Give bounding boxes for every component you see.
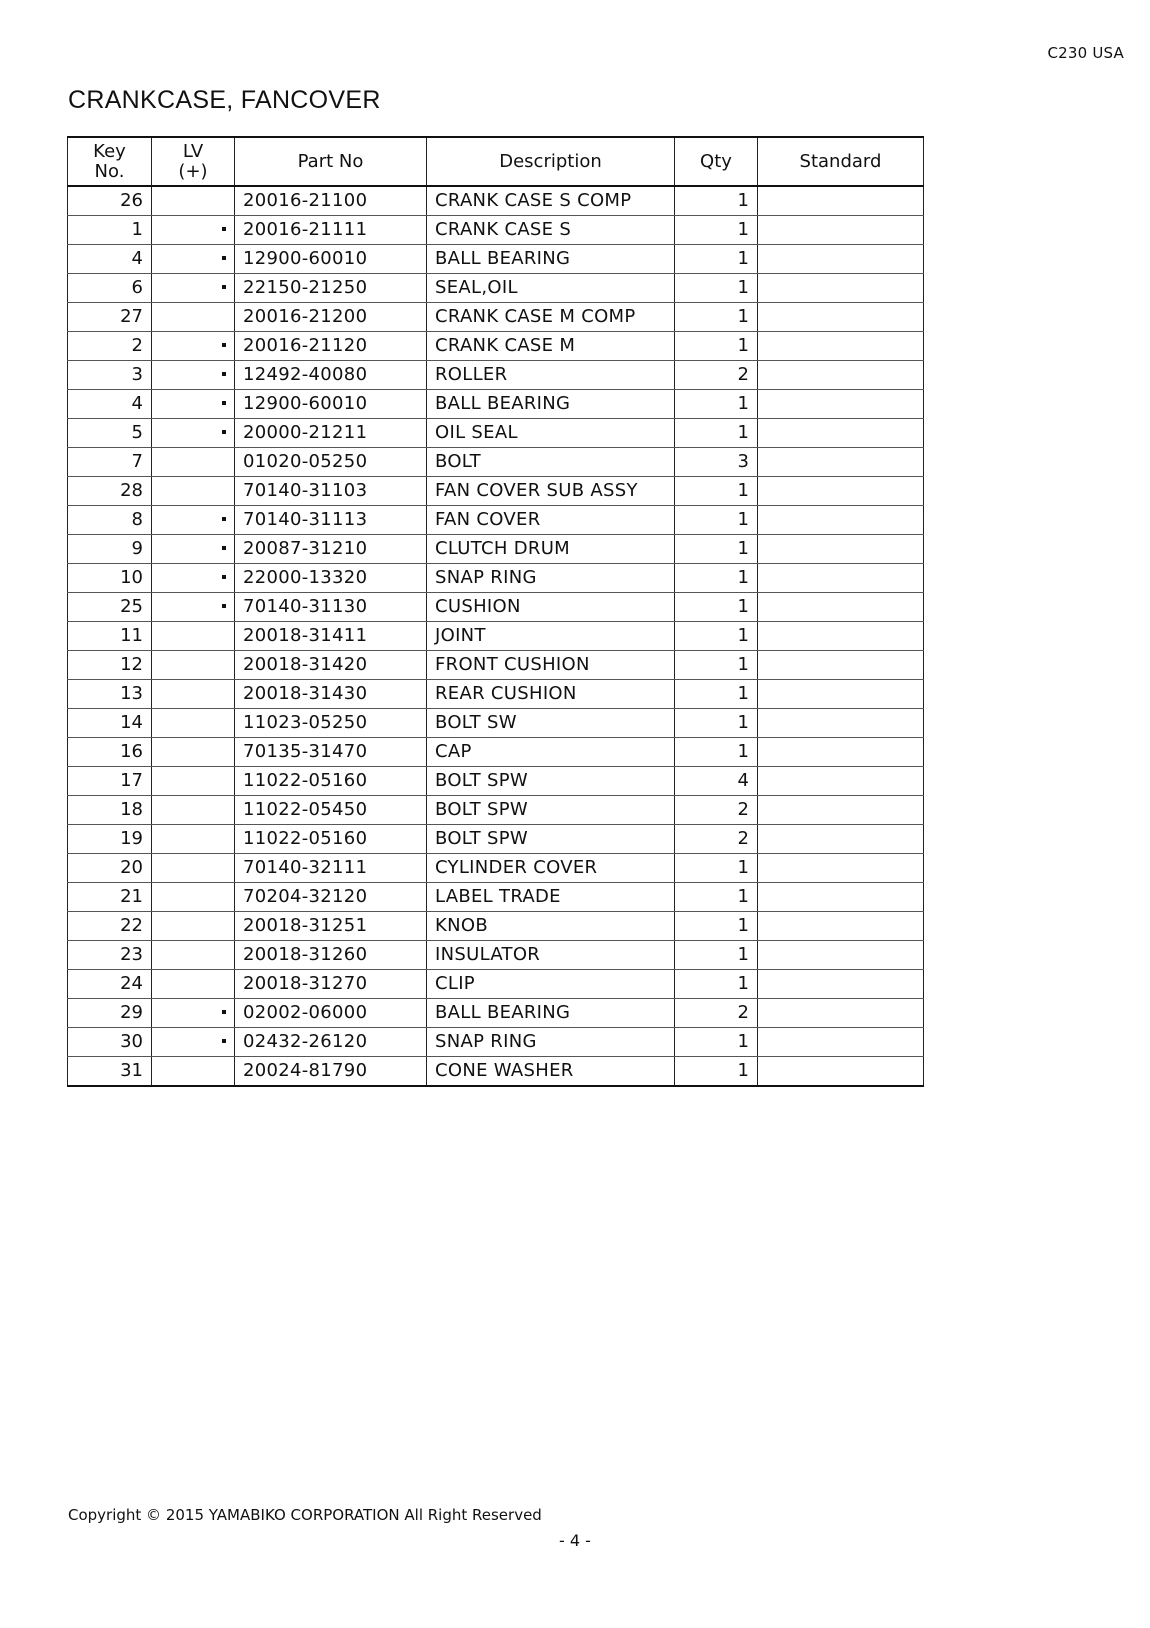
cell-qty: 1 (675, 941, 758, 970)
cell-key-no: 4 (68, 390, 152, 419)
cell-lv (152, 1057, 235, 1087)
cell-description: REAR CUSHION (427, 680, 675, 709)
cell-description: BOLT SPW (427, 825, 675, 854)
cell-standard (758, 390, 924, 419)
page-number (0, 1531, 1150, 1550)
table-row (68, 883, 924, 912)
cell-standard (758, 245, 924, 274)
cell-key-no: 20 (68, 854, 152, 883)
level-bullet-icon (222, 343, 226, 347)
table-row (68, 738, 924, 767)
cell-part-no: 22150-21250 (235, 274, 427, 303)
cell-qty: 1 (675, 912, 758, 941)
page-title: CRANKCASE, FANCOVER (68, 86, 381, 114)
cell-part-no: 20016-21111 (235, 216, 427, 245)
cell-description: BOLT (427, 448, 675, 477)
cell-key-no: 27 (68, 303, 152, 332)
level-bullet-icon (222, 546, 226, 550)
cell-key-no: 19 (68, 825, 152, 854)
level-bullet-icon (222, 430, 226, 434)
cell-standard (758, 883, 924, 912)
cell-description: CUSHION (427, 593, 675, 622)
level-bullet-icon (222, 401, 226, 405)
cell-part-no: 22000-13320 (235, 564, 427, 593)
cell-standard (758, 970, 924, 999)
cell-part-no: 70204-32120 (235, 883, 427, 912)
table-row (68, 593, 924, 622)
cell-part-no: 20016-21100 (235, 186, 427, 216)
column-header-lv (152, 137, 235, 186)
table-row (68, 186, 924, 216)
cell-standard (758, 216, 924, 245)
cell-description: OIL SEAL (427, 419, 675, 448)
cell-description: CLUTCH DRUM (427, 535, 675, 564)
cell-lv (152, 825, 235, 854)
cell-qty: 1 (675, 186, 758, 216)
cell-key-no: 13 (68, 680, 152, 709)
table-row (68, 999, 924, 1028)
cell-qty: 1 (675, 680, 758, 709)
table-row (68, 622, 924, 651)
column-header-part-no: Part No (235, 137, 427, 186)
table-row (68, 274, 924, 303)
cell-part-no: 01020-05250 (235, 448, 427, 477)
cell-description: SNAP RING (427, 564, 675, 593)
cell-key-no: 4 (68, 245, 152, 274)
table-row (68, 506, 924, 535)
column-header-standard: Standard (758, 137, 924, 186)
table-row (68, 970, 924, 999)
cell-key-no: 21 (68, 883, 152, 912)
cell-part-no: 70140-32111 (235, 854, 427, 883)
cell-lv (152, 680, 235, 709)
cell-qty: 1 (675, 303, 758, 332)
cell-part-no: 12492-40080 (235, 361, 427, 390)
model-code: C230 USA (1047, 44, 1124, 62)
parts-table-body (68, 186, 924, 1086)
cell-qty: 1 (675, 1057, 758, 1087)
table-row (68, 680, 924, 709)
cell-description: ROLLER (427, 361, 675, 390)
column-header-key-line1: Key (93, 140, 126, 162)
cell-standard (758, 564, 924, 593)
parts-table-header (68, 137, 924, 186)
cell-lv (152, 535, 235, 564)
table-row (68, 651, 924, 680)
level-bullet-icon (222, 1039, 226, 1043)
cell-part-no: 02002-06000 (235, 999, 427, 1028)
table-row (68, 854, 924, 883)
column-header-lv-line1: LV (182, 140, 204, 162)
cell-standard (758, 274, 924, 303)
table-row (68, 564, 924, 593)
cell-description: BALL BEARING (427, 390, 675, 419)
cell-part-no: 70140-31130 (235, 593, 427, 622)
cell-lv (152, 186, 235, 216)
cell-qty: 1 (675, 709, 758, 738)
parts-table (67, 136, 924, 1087)
cell-key-no: 17 (68, 767, 152, 796)
cell-qty: 1 (675, 216, 758, 245)
table-row (68, 216, 924, 245)
table-row (68, 767, 924, 796)
cell-description: FAN COVER SUB ASSY (427, 477, 675, 506)
cell-part-no: 12900-60010 (235, 390, 427, 419)
cell-qty: 1 (675, 593, 758, 622)
cell-qty: 2 (675, 999, 758, 1028)
cell-lv (152, 970, 235, 999)
cell-description: CAP (427, 738, 675, 767)
cell-qty: 1 (675, 564, 758, 593)
cell-qty: 1 (675, 390, 758, 419)
cell-description: SNAP RING (427, 1028, 675, 1057)
table-row (68, 419, 924, 448)
cell-standard (758, 680, 924, 709)
cell-key-no: 9 (68, 535, 152, 564)
cell-description: KNOB (427, 912, 675, 941)
table-row (68, 825, 924, 854)
cell-key-no: 25 (68, 593, 152, 622)
cell-description: INSULATOR (427, 941, 675, 970)
cell-qty: 1 (675, 970, 758, 999)
cell-part-no: 12900-60010 (235, 245, 427, 274)
cell-description: CRANK CASE S (427, 216, 675, 245)
copyright-notice: Copyright © 2015 YAMABIKO CORPORATION All Right Reserved (68, 1506, 542, 1524)
cell-qty: 1 (675, 332, 758, 361)
cell-description: FAN COVER (427, 506, 675, 535)
cell-description: CONE WASHER (427, 1057, 675, 1087)
cell-key-no: 26 (68, 186, 152, 216)
cell-lv (152, 303, 235, 332)
cell-description: SEAL,OIL (427, 274, 675, 303)
cell-standard (758, 999, 924, 1028)
cell-standard (758, 796, 924, 825)
cell-qty: 2 (675, 825, 758, 854)
cell-lv (152, 796, 235, 825)
cell-standard (758, 854, 924, 883)
cell-standard (758, 738, 924, 767)
table-row (68, 332, 924, 361)
level-bullet-icon (222, 227, 226, 231)
cell-lv (152, 274, 235, 303)
table-row (68, 941, 924, 970)
level-bullet-icon (222, 285, 226, 289)
cell-part-no: 20016-21200 (235, 303, 427, 332)
cell-key-no: 11 (68, 622, 152, 651)
cell-lv (152, 999, 235, 1028)
cell-standard (758, 477, 924, 506)
cell-part-no: 20018-31270 (235, 970, 427, 999)
cell-key-no: 30 (68, 1028, 152, 1057)
table-row (68, 303, 924, 332)
table-row (68, 1028, 924, 1057)
table-row (68, 535, 924, 564)
cell-key-no: 28 (68, 477, 152, 506)
table-row (68, 709, 924, 738)
cell-qty: 1 (675, 883, 758, 912)
cell-standard (758, 419, 924, 448)
cell-standard (758, 448, 924, 477)
cell-lv (152, 1028, 235, 1057)
cell-key-no: 6 (68, 274, 152, 303)
cell-lv (152, 941, 235, 970)
cell-lv (152, 477, 235, 506)
cell-qty: 1 (675, 506, 758, 535)
cell-part-no: 20000-21211 (235, 419, 427, 448)
cell-part-no: 20016-21120 (235, 332, 427, 361)
level-bullet-icon (222, 517, 226, 521)
cell-qty: 1 (675, 622, 758, 651)
table-row (68, 477, 924, 506)
cell-description: BALL BEARING (427, 999, 675, 1028)
cell-lv (152, 506, 235, 535)
cell-key-no: 16 (68, 738, 152, 767)
cell-lv (152, 361, 235, 390)
cell-standard (758, 651, 924, 680)
cell-standard (758, 1028, 924, 1057)
cell-standard (758, 535, 924, 564)
cell-standard (758, 622, 924, 651)
cell-part-no: 70135-31470 (235, 738, 427, 767)
cell-part-no: 11023-05250 (235, 709, 427, 738)
cell-lv (152, 564, 235, 593)
cell-key-no: 10 (68, 564, 152, 593)
level-bullet-icon (222, 256, 226, 260)
cell-part-no: 20018-31420 (235, 651, 427, 680)
table-row (68, 361, 924, 390)
cell-key-no: 23 (68, 941, 152, 970)
table-row (68, 912, 924, 941)
cell-part-no: 20018-31411 (235, 622, 427, 651)
cell-key-no: 2 (68, 332, 152, 361)
cell-key-no: 31 (68, 1057, 152, 1087)
cell-lv (152, 912, 235, 941)
cell-standard (758, 186, 924, 216)
cell-qty: 1 (675, 477, 758, 506)
level-bullet-icon (222, 575, 226, 579)
table-row (68, 796, 924, 825)
cell-lv (152, 419, 235, 448)
cell-qty: 1 (675, 854, 758, 883)
cell-key-no: 18 (68, 796, 152, 825)
cell-standard (758, 506, 924, 535)
cell-description: FRONT CUSHION (427, 651, 675, 680)
cell-standard (758, 941, 924, 970)
cell-part-no: 70140-31103 (235, 477, 427, 506)
cell-qty: 1 (675, 1028, 758, 1057)
cell-qty: 2 (675, 361, 758, 390)
cell-qty: 1 (675, 738, 758, 767)
cell-qty: 1 (675, 419, 758, 448)
cell-key-no: 3 (68, 361, 152, 390)
cell-description: CRANK CASE S COMP (427, 186, 675, 216)
column-header-key-line2: No. (94, 160, 125, 182)
cell-lv (152, 709, 235, 738)
cell-standard (758, 709, 924, 738)
header-row (68, 137, 924, 186)
level-bullet-icon (222, 604, 226, 608)
level-bullet-icon (222, 372, 226, 376)
cell-qty: 2 (675, 796, 758, 825)
cell-qty: 1 (675, 245, 758, 274)
cell-standard (758, 361, 924, 390)
table-row (68, 245, 924, 274)
cell-lv (152, 593, 235, 622)
cell-key-no: 7 (68, 448, 152, 477)
cell-qty: 1 (675, 535, 758, 564)
cell-standard (758, 825, 924, 854)
cell-description: CLIP (427, 970, 675, 999)
cell-part-no: 20087-31210 (235, 535, 427, 564)
cell-key-no: 12 (68, 651, 152, 680)
cell-part-no: 20018-31430 (235, 680, 427, 709)
cell-lv (152, 767, 235, 796)
cell-lv (152, 390, 235, 419)
column-header-key-no (68, 137, 152, 186)
column-header-description: Description (427, 137, 675, 186)
cell-key-no: 29 (68, 999, 152, 1028)
cell-key-no: 5 (68, 419, 152, 448)
cell-key-no: 24 (68, 970, 152, 999)
cell-key-no: 8 (68, 506, 152, 535)
cell-key-no: 14 (68, 709, 152, 738)
cell-lv (152, 651, 235, 680)
cell-standard (758, 767, 924, 796)
cell-key-no: 1 (68, 216, 152, 245)
cell-lv (152, 216, 235, 245)
page-number-text: - 4 - (559, 1531, 591, 1550)
cell-lv (152, 854, 235, 883)
cell-part-no: 11022-05160 (235, 825, 427, 854)
table-row (68, 390, 924, 419)
cell-description: BOLT SPW (427, 767, 675, 796)
cell-qty: 1 (675, 274, 758, 303)
cell-lv (152, 883, 235, 912)
cell-standard (758, 593, 924, 622)
cell-lv (152, 245, 235, 274)
cell-standard (758, 1057, 924, 1087)
cell-description: BOLT SPW (427, 796, 675, 825)
cell-lv (152, 448, 235, 477)
cell-part-no: 11022-05450 (235, 796, 427, 825)
cell-lv (152, 332, 235, 361)
level-bullet-icon (222, 1010, 226, 1014)
cell-qty: 4 (675, 767, 758, 796)
column-header-qty: Qty (675, 137, 758, 186)
cell-description: BOLT SW (427, 709, 675, 738)
cell-part-no: 02432-26120 (235, 1028, 427, 1057)
cell-description: LABEL TRADE (427, 883, 675, 912)
cell-part-no: 20018-31251 (235, 912, 427, 941)
cell-qty: 1 (675, 651, 758, 680)
cell-description: BALL BEARING (427, 245, 675, 274)
cell-description: CYLINDER COVER (427, 854, 675, 883)
cell-description: JOINT (427, 622, 675, 651)
cell-lv (152, 622, 235, 651)
cell-description: CRANK CASE M COMP (427, 303, 675, 332)
cell-standard (758, 332, 924, 361)
cell-part-no: 20024-81790 (235, 1057, 427, 1087)
cell-description: CRANK CASE M (427, 332, 675, 361)
cell-key-no: 22 (68, 912, 152, 941)
cell-standard (758, 912, 924, 941)
table-row (68, 448, 924, 477)
cell-part-no: 20018-31260 (235, 941, 427, 970)
column-header-lv-line2: (+) (178, 160, 208, 182)
cell-part-no: 70140-31113 (235, 506, 427, 535)
table-row (68, 1057, 924, 1087)
cell-lv (152, 738, 235, 767)
cell-standard (758, 303, 924, 332)
cell-qty: 3 (675, 448, 758, 477)
cell-part-no: 11022-05160 (235, 767, 427, 796)
